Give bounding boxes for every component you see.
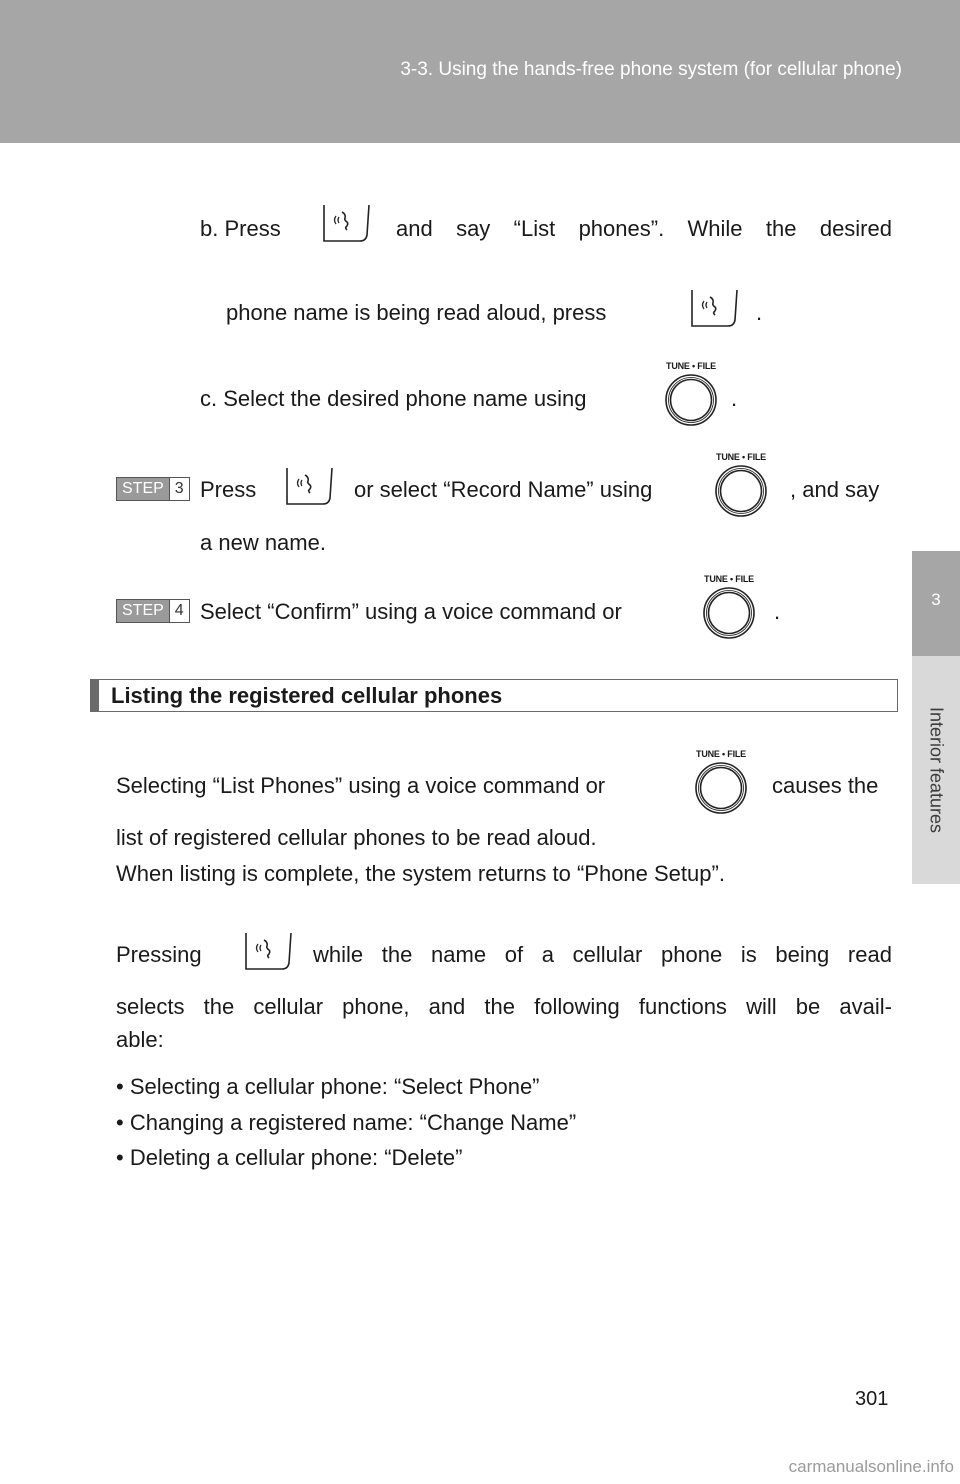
paragraph-1-end: causes the: [772, 773, 879, 798]
knob-label: TUNE • FILE: [704, 574, 754, 584]
word: the: [484, 994, 516, 1019]
talk-switch-icon: [320, 203, 370, 243]
paragraph-1-start: Selecting “List Phones” using a voice command or: [116, 773, 606, 798]
word: While: [687, 216, 743, 241]
header-title: 3-3. Using the hands-free phone system (for cellular phone): [400, 59, 902, 80]
bullet-item: • Selecting a cellular phone: “Select Phone”: [116, 1074, 540, 1099]
talk-switch-icon: [283, 466, 333, 506]
step-4-end: .: [774, 599, 781, 624]
step-word: STEP: [117, 478, 169, 500]
bullet-item: • Deleting a cellular phone: “Delete”: [116, 1145, 463, 1170]
word: read: [847, 942, 892, 967]
word: avail-: [839, 994, 892, 1019]
step-3-middle: or select “Record Name” using: [354, 477, 653, 502]
knob-label: TUNE • FILE: [666, 361, 716, 371]
item-b-line2: phone name is being read aloud, press: [226, 300, 607, 325]
item-b-label: b. Press: [200, 216, 281, 241]
item-b-end: .: [756, 300, 763, 325]
paragraph-2-line3: able:: [116, 1027, 164, 1052]
word: phone: [661, 942, 723, 967]
word: is: [740, 942, 757, 967]
page-number: 301: [855, 1388, 889, 1410]
tune-file-knob-icon: [690, 749, 752, 821]
knob-label: TUNE • FILE: [696, 749, 746, 759]
word: of: [504, 942, 524, 967]
chapter-label: Interior features: [926, 706, 947, 834]
word: will: [746, 994, 777, 1019]
header-band: [0, 0, 960, 143]
step-4-text: Select “Confirm” using a voice command or: [200, 599, 622, 624]
word: a: [541, 942, 555, 967]
word: functions: [638, 994, 727, 1019]
word: phone,: [342, 994, 410, 1019]
word: “List: [513, 216, 556, 241]
step-3-badge: [116, 477, 190, 501]
tune-file-knob-icon: [660, 361, 722, 433]
paragraph-1-line3: When listing is complete, the system returns to “Phone Setup”.: [116, 861, 725, 886]
talk-switch-icon: [688, 288, 738, 328]
word: say: [456, 216, 491, 241]
paragraph-2-start: Pressing: [116, 942, 202, 967]
word: the: [203, 994, 235, 1019]
step-3-press: Press: [200, 477, 257, 502]
word: and: [396, 216, 433, 241]
item-b-line1: [396, 216, 892, 242]
paragraph-2-line2: [116, 994, 892, 1020]
word: the: [381, 942, 413, 967]
word: cellular: [253, 994, 324, 1019]
word: phones”.: [578, 216, 665, 241]
section-heading: [90, 679, 898, 712]
paragraph-2-line1: [313, 942, 892, 968]
word: following: [534, 994, 620, 1019]
step-number: 3: [169, 478, 189, 500]
tune-file-knob-icon: [710, 452, 772, 524]
word: cellular: [572, 942, 643, 967]
word: and: [428, 994, 466, 1019]
word: name: [431, 942, 487, 967]
word: desired: [819, 216, 892, 241]
word: the: [765, 216, 797, 241]
word: be: [795, 994, 821, 1019]
item-c-end: .: [731, 386, 738, 411]
word: being: [775, 942, 830, 967]
section-title: Listing the registered cellular phones: [111, 683, 503, 708]
paragraph-1-line2: list of registered cellular phones to be read aloud.: [116, 825, 597, 850]
step-3-tail: , and say: [790, 477, 880, 502]
watermark: carmanualsonline.info: [788, 1457, 954, 1476]
bullet-item: • Changing a registered name: “Change Name”: [116, 1110, 577, 1135]
step-4-badge: [116, 599, 190, 623]
tune-file-knob-icon: [698, 574, 760, 646]
step-number: 4: [169, 600, 189, 622]
knob-label: TUNE • FILE: [716, 452, 766, 462]
item-c-text: c. Select the desired phone name using: [200, 386, 587, 411]
talk-switch-icon: [242, 931, 292, 971]
chapter-number: 3: [931, 590, 941, 609]
step-word: STEP: [117, 600, 169, 622]
word: selects: [116, 994, 185, 1019]
word: while: [313, 942, 364, 967]
step-3-line2: a new name.: [200, 530, 326, 555]
